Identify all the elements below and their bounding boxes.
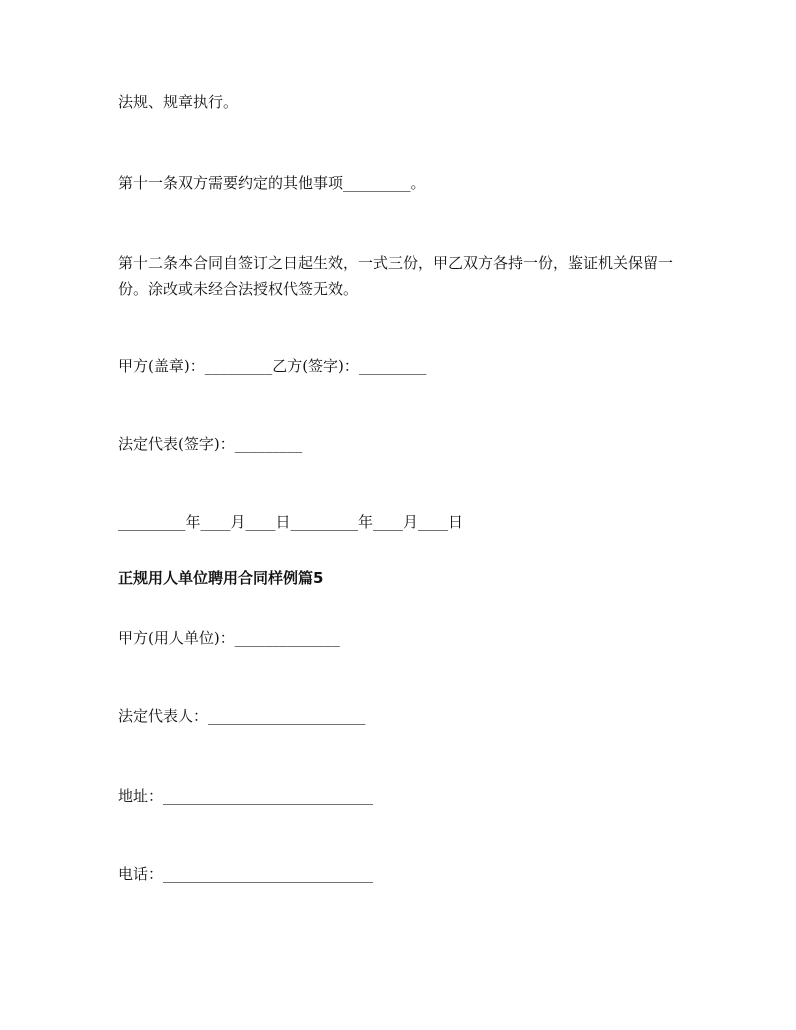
article-11-line: 第十一条双方需要约定的其他事项_________。 bbox=[118, 174, 426, 192]
section-heading: 正规用人单位聘用合同样例篇5 bbox=[118, 569, 324, 587]
article-12-paragraph: 第十二条本合同自签订之日起生效，一式三份，甲乙双方各持一份，鉴证机关保留一份。涂改或未经合法授权代签无效。 bbox=[118, 254, 674, 298]
legal-representative-signature-line: 法定代表(签字)：_________ bbox=[118, 435, 303, 453]
phone-line: 电话：____________________________ bbox=[118, 865, 374, 883]
party-signature-line: 甲方(盖章)：_________乙方(签字)：_________ bbox=[118, 357, 427, 375]
address-line: 地址：____________________________ bbox=[118, 787, 374, 805]
text-line-regulations: 法规、规章执行。 bbox=[118, 93, 239, 111]
legal-representative-line: 法定代表人：_____________________ bbox=[118, 707, 366, 725]
party-a-employer-line: 甲方(用人单位)：______________ bbox=[118, 629, 340, 647]
date-line: _________年____月____日_________年____月____日 bbox=[118, 513, 464, 531]
